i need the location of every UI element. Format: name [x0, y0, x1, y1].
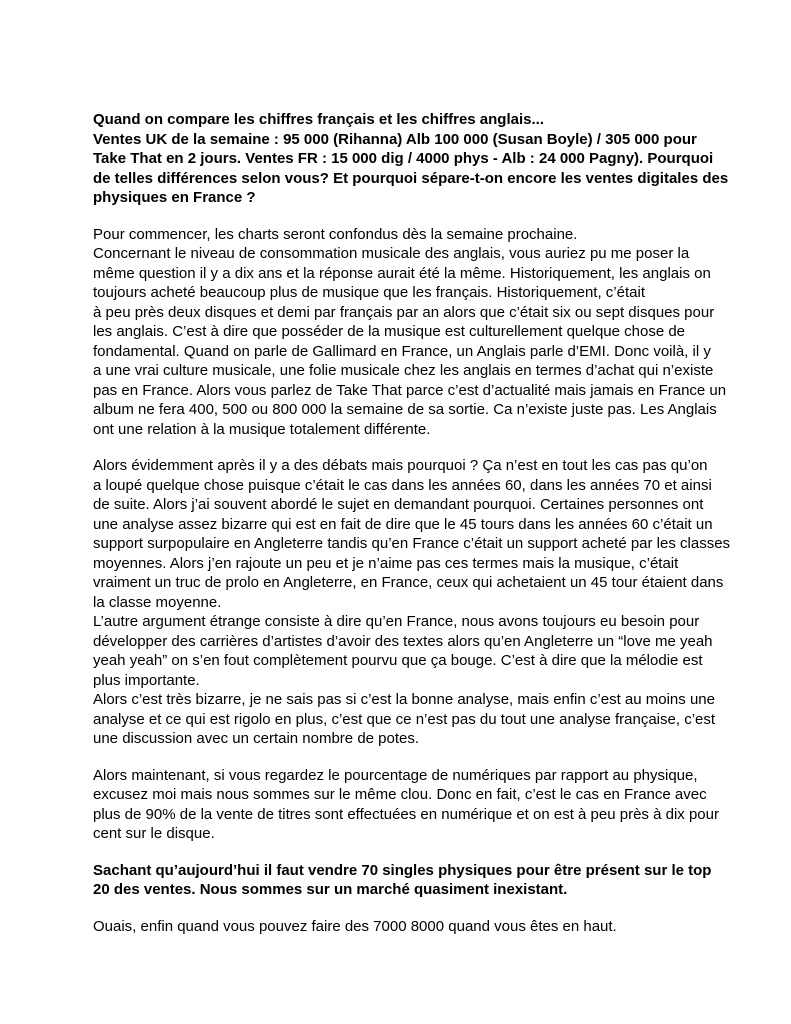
text-line: Ventes UK de la semaine : 95 000 (Rihanna) Alb 100 000 (Susan Boyle) / 305 000 pour: [93, 130, 697, 148]
question-paragraph: [93, 861, 713, 900]
text-line: toujours acheté beaucoup plus de musique que les français. Historiquement, c’était: [93, 284, 645, 301]
text-line: les anglais. C’est à dire que posséder de la musique est culturellement quelque chose de: [93, 323, 686, 340]
text-line: excusez moi mais nous sommes sur le même clou. Donc en fait, c’est le cas en France avec: [93, 786, 707, 803]
answer-paragraph: [93, 917, 713, 937]
text-line: Quand on compare les chiffres français et les chiffres anglais...: [93, 111, 544, 128]
text-line: même question il y a dix ans et la réponse aurait été la même. Historiquement, les anglais on: [93, 264, 711, 282]
text-line: Alors c’est très bizarre, je ne sais pas si c’est la bonne analyse, mais enfin c’est au moins une: [93, 691, 715, 708]
answer-paragraph: [93, 456, 731, 749]
text-line: yeah yeah” on s’en fout complètement pourvu que ça bouge. C’est à dire que la mélodie est: [93, 652, 703, 669]
text-line: Pour commencer, les charts seront confondus dès la semaine prochaine.: [93, 225, 578, 243]
text-line: plus de 90% de la vente de titres sont effectuées en numérique et on est à peu près à dix pour: [93, 805, 719, 823]
text-line: fondamental. Quand on parle de Gallimard en France, un Anglais parle d’EMI. Donc voilà, il y: [93, 342, 711, 360]
text-line: L’autre argument étrange consiste à dire qu’en France, nous avons toujours eu besoin pour: [93, 613, 700, 630]
answer-paragraph: [93, 766, 719, 844]
text-line: a loupé quelque chose puisque c’était le cas dans les années 60, dans les années 70 et ainsi: [93, 476, 712, 494]
text-line: album ne fera 400, 500 ou 800 000 la semaine de sa sortie. Ca n’existe juste pas. Les Anglais: [93, 401, 717, 418]
text-line: a une vrai culture musicale, une folie musicale chez les anglais en termes d’achat qui n’existe: [93, 362, 714, 379]
text-line: de telles différences selon vous? Et pourquoi sépare-t-on encore les ventes digitales des: [93, 169, 729, 187]
text-line: moyennes. Alors j’en rajoute un peu et je n’aime pas ces termes mais la musique, c’était: [93, 554, 679, 572]
text-line: Alors maintenant, si vous regardez le pourcentage de numériques par rapport au physique,: [93, 766, 698, 784]
text-line: Sachant qu’aujourd’hui il faut vendre 70 singles physiques pour être présent sur le top: [93, 861, 712, 879]
text-line: à peu près deux disques et demi par français par an alors que c’était six ou sept disques pour: [93, 303, 715, 321]
text-line: Take That en 2 jours. Ventes FR : 15 000 dig / 4000 phys - Alb : 24 000 Pagny). Pourquoi: [93, 150, 714, 167]
text-line: pas en France. Alors vous parlez de Take That parce c’est d’actualité mais jamais en France un: [93, 381, 727, 399]
text-line: plus importante.: [93, 671, 200, 689]
text-line: 20 des ventes. Nous sommes sur un marché quasiment inexistant.: [93, 881, 568, 898]
text-line: Ouais, enfin quand vous pouvez faire des 7000 8000 quand vous êtes en haut.: [93, 917, 617, 935]
answer-paragraph: [93, 225, 727, 440]
text-line: cent sur le disque.: [93, 825, 215, 842]
text-line: de suite. Alors j’ai souvent abordé le sujet en demandant pourquoi. Certaines personnes ont: [93, 496, 704, 513]
text-line: Concernant le niveau de consommation musicale des anglais, vous auriez pu me poser la: [93, 245, 690, 262]
text-line: ont une relation à la musique totalement différente.: [93, 420, 431, 438]
text-line: développer des carrières d’artistes d’avoir des textes alors qu’en Angleterre un “love me yeah: [93, 632, 713, 650]
question-paragraph: [93, 110, 729, 208]
text-line: physiques en France ?: [93, 189, 256, 206]
text-line: une analyse assez bizarre qui est en fait de dire que le 45 tours dans les années 60 c’était un: [93, 515, 713, 533]
text-line: une discussion avec un certain nombre de potes.: [93, 730, 420, 747]
text-line: la classe moyenne.: [93, 593, 222, 611]
text-line: support surpopulaire en Angleterre tandis qu’en France c’était un support acheté par les classes: [93, 535, 731, 552]
text-line: analyse et ce qui est rigolo en plus, c’est que ce n’est pas du tout une analyse française, c’est: [93, 710, 716, 728]
text-line: Alors évidemment après il y a des débats mais pourquoi ? Ça n’est en tout les cas pas qu’on: [93, 457, 708, 474]
document-page: [93, 110, 731, 936]
text-line: vraiment un truc de prolo en Angleterre, en France, ceux qui achetaient un 45 tour étaient dans: [93, 574, 724, 591]
